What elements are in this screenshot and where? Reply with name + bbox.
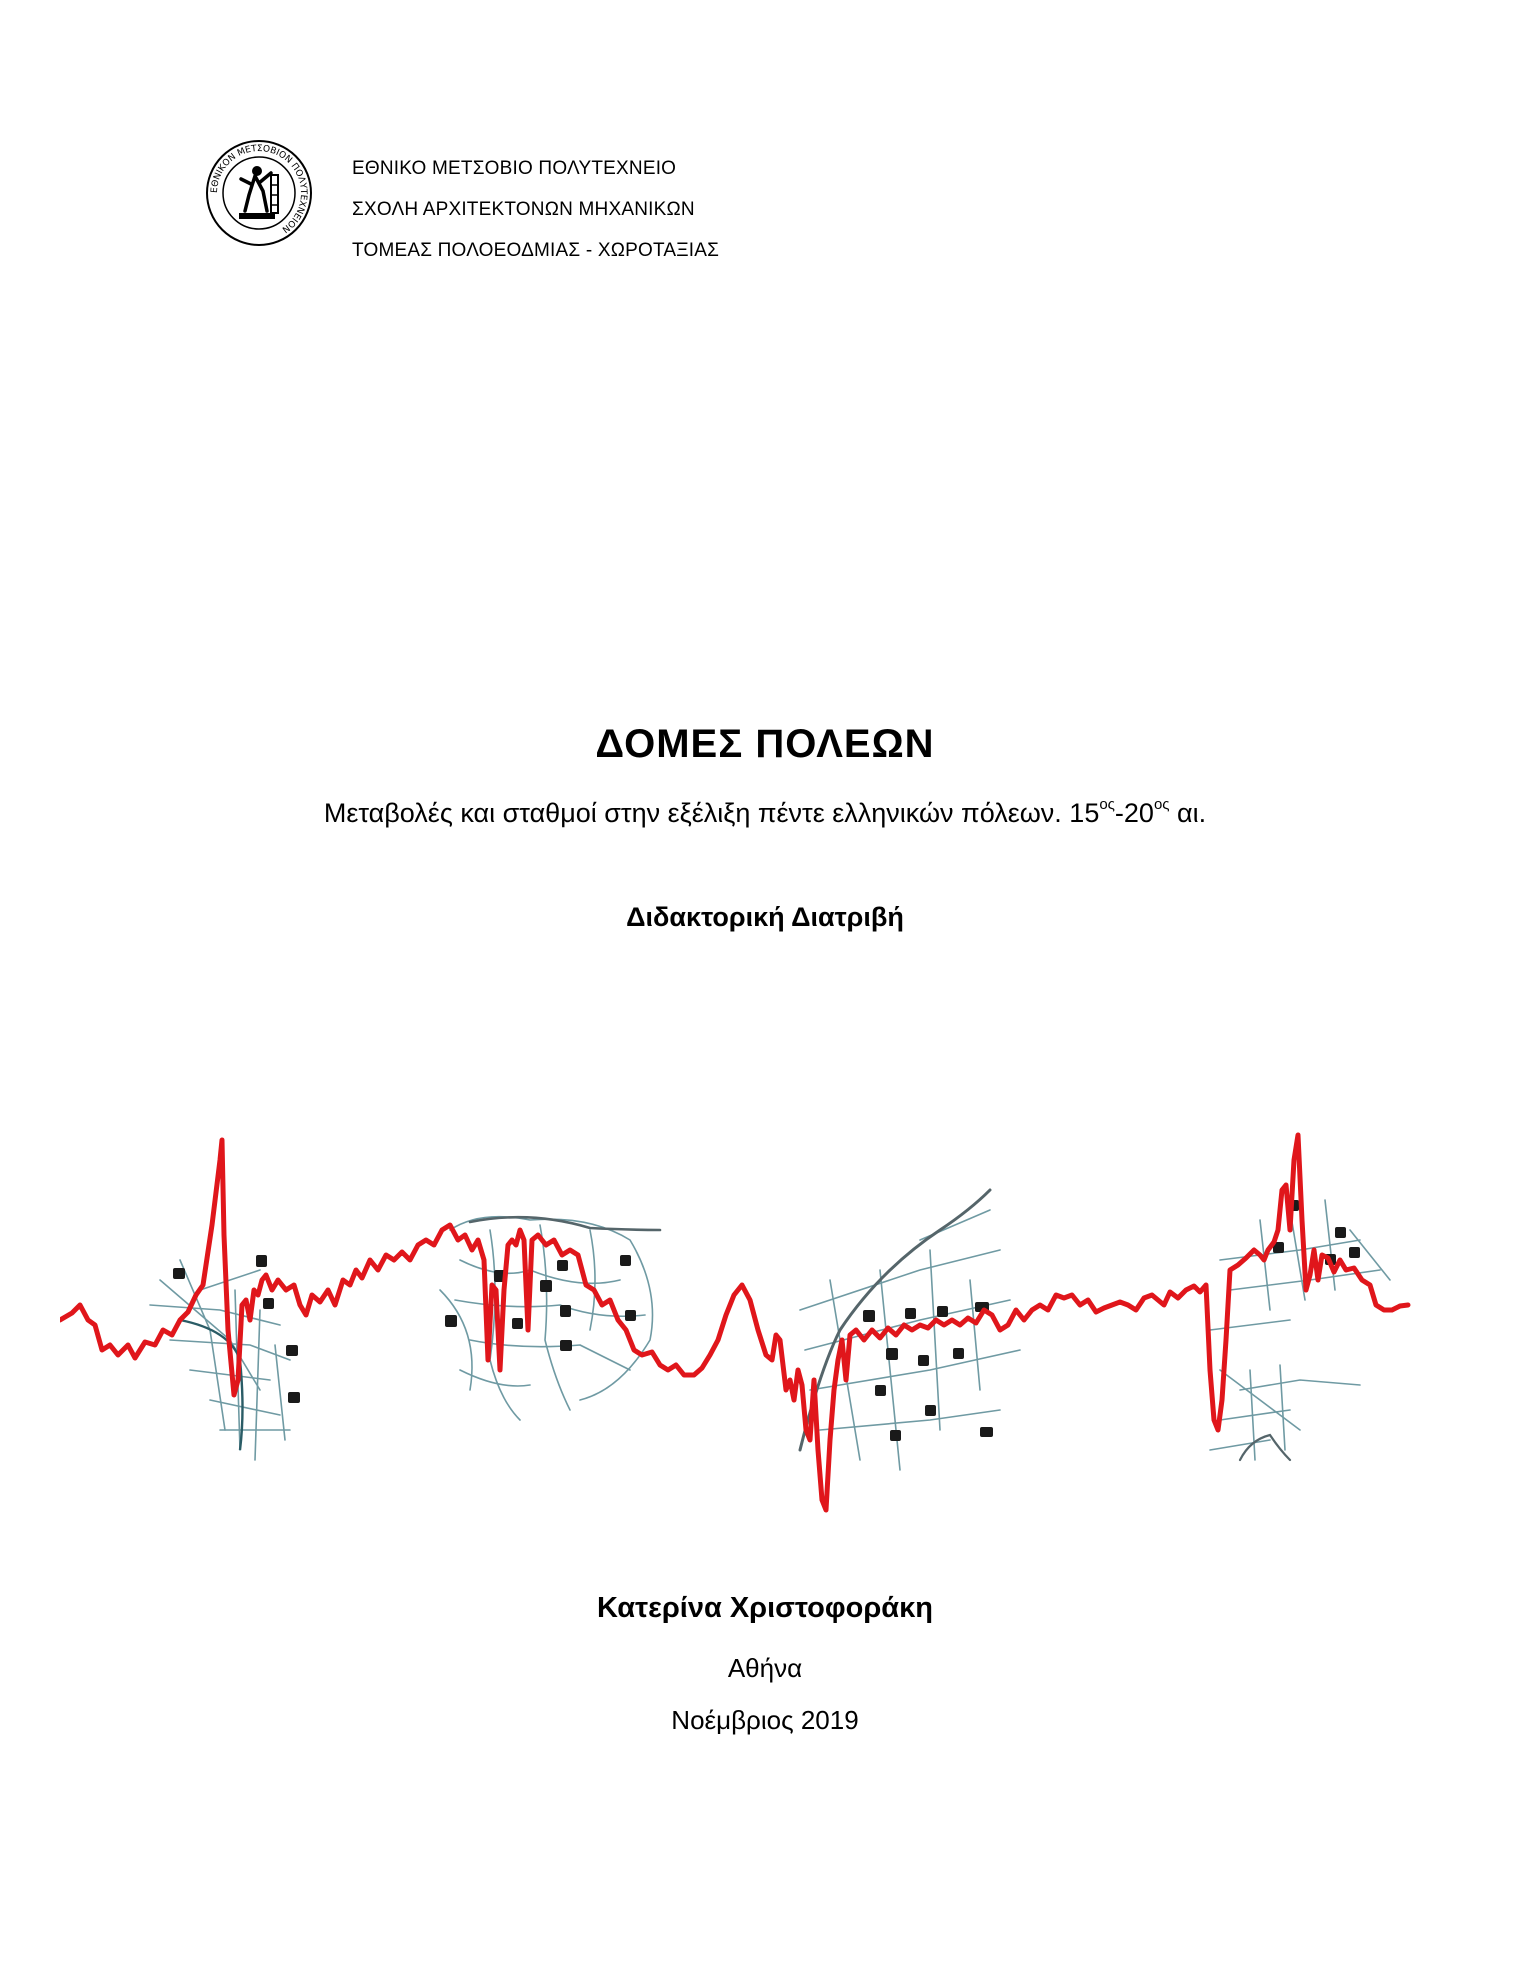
author-name: Κατερίνα Χριστοφοράκη	[597, 1592, 933, 1624]
university-name: ΕΘΝΙΚΟ ΜΕΤΣΟΒΙΟ ΠΟΛΥΤΕΧΝΕΙΟ	[352, 158, 677, 179]
polytechnic-seal-icon	[205, 139, 313, 247]
pulse-line	[60, 1135, 1408, 1510]
seal-text: ΕΘΝΙΚΟΝ ΜΕΤΣΟΒΙΟΝ ΠΟΛΥΤΕΧΝΕΙΟΝ	[209, 143, 309, 235]
publication-date: Νοέμβριος 2019	[671, 1705, 859, 1735]
department-name: ΤΟΜΕΑΣ ΠΟΛΟΕΟΔΜΙΑΣ - ΧΩΡΟΤΑΞΙΑΣ	[352, 240, 720, 261]
thesis-subtitle	[0, 798, 1530, 829]
subtitle-end: αι.	[1169, 798, 1207, 828]
city-map-sketch-1	[150, 1260, 290, 1460]
city-map-sketch-4	[1210, 1200, 1390, 1460]
subtitle-middle: -20	[1114, 798, 1154, 828]
subtitle-superscript-1: ος	[1099, 796, 1115, 813]
publication-place: Αθήνα	[727, 1653, 803, 1683]
institution-block	[352, 148, 719, 271]
city-map-sketch-3-main-road	[800, 1190, 990, 1450]
school-name: ΣΧΟΛΗ ΑΡΧΙΤΕΚΤΟΝΩΝ ΜΗΧΑΝΙΚΩΝ	[352, 199, 695, 220]
document-type: Διδακτορική Διατριβή	[626, 902, 904, 932]
building-markers	[173, 1200, 1360, 1441]
subtitle-main: Μεταβολές και σταθμοί στην εξέλιξη πέντε ελληνικών πόλεων. 15	[323, 798, 1100, 828]
thesis-title: ΔΟΜΕΣ ΠΟΛΕΩΝ	[595, 722, 935, 766]
subtitle-superscript-2: ος	[1153, 796, 1170, 813]
city-map-sketch-4-coast	[1240, 1435, 1290, 1460]
city-pulse-illustration	[60, 1130, 1470, 1530]
